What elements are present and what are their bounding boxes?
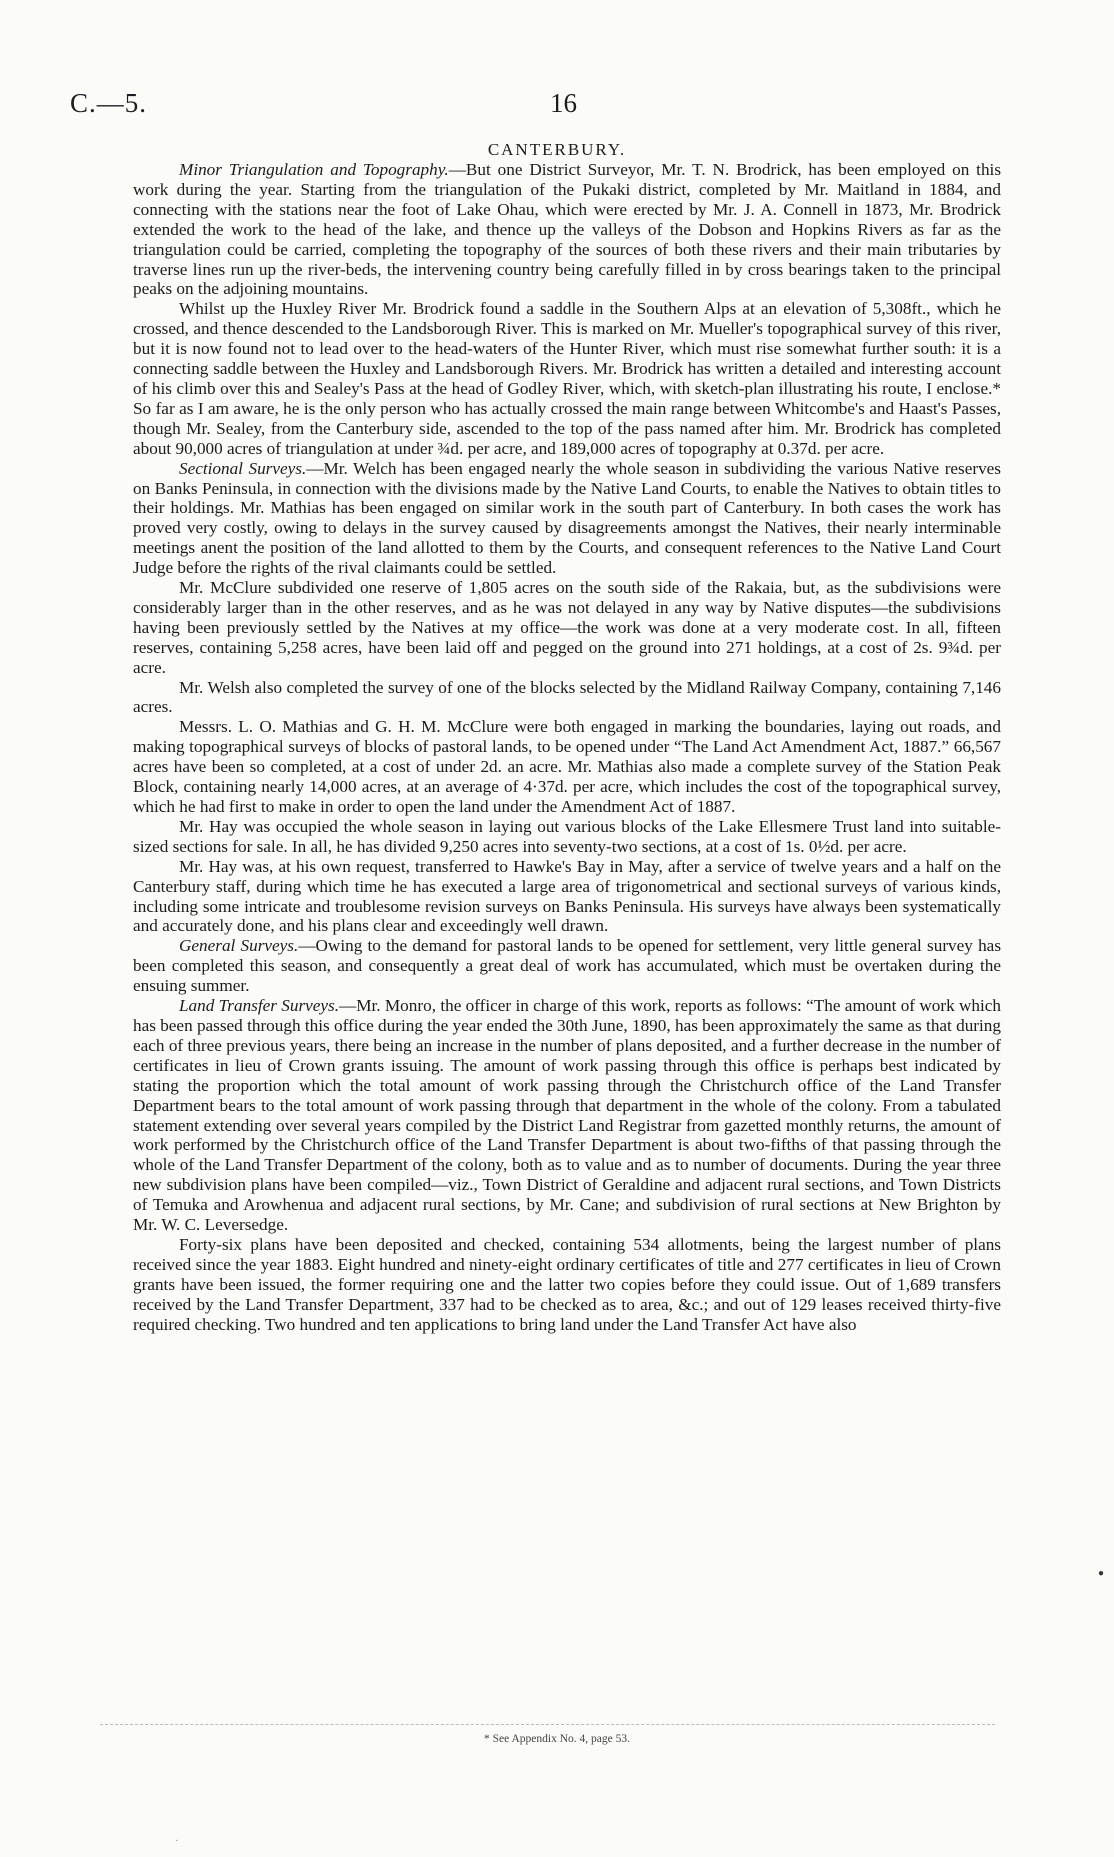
paragraph-lead: Minor Triangulation and Topography. — [179, 160, 449, 179]
paragraph — [133, 717, 1001, 817]
paragraph — [133, 160, 1001, 299]
paragraph — [133, 578, 1001, 678]
paragraph-text: Whilst up the Huxley River Mr. Brodrick found a saddle in the Southern Alps at an elevation of 5,308ft., which he crossed, and thence descended to the Landsborough River. This is marked on Mr. Mueller's topographical survey of this river, but it is now found not to lead over to the head-waters of the Hunter River, which must rise somewhat further south: it is a connecting saddle between the Huxley and Landsborough Rivers. Mr. Brodrick has written a detailed and interesting account of his climb over this and Sealey's Pass at the head of Godley River, which, with sketch-plan illustrating his route, I enclose.* So far as I am aware, he is the only person who has actually crossed the main range between Whitcombe's and Haast's Passes, though Mr. Sealey, from the Canterbury side, ascended to the top of the pass named after him. Mr. Brodrick has completed about 90,000 acres of triangulation at under ¾d. per acre, and 189,000 acres of topography at 0.37d. per acre. — [133, 299, 1001, 458]
paragraph-text: Mr. McClure subdivided one reserve of 1,805 acres on the south side of the Rakaia, but, as the subdivisions were considerably larger than in the other reserves, and as he was not delayed in any way by Native disputes—the subdivisions having been previously settled by the Natives at my office—the work was done at a very moderate cost. In all, fifteen reserves, containing 5,258 acres, have been laid off and pegged on the ground into 271 holdings, at a cost of 2s. 9¾d. per acre. — [133, 578, 1001, 677]
paragraph — [133, 936, 1001, 996]
paragraph-text: —Mr. Welch has been engaged nearly the whole season in subdividing the various Native reserves on Banks Peninsula, in connection with the divisions made by the Native Land Courts, to enable the Natives to obtain titles to their holdings. Mr. Mathias has been engaged on similar work in the south part of Canterbury. In both cases the work has proved very costly, owing to delays in the survey caused by disagreements amongst the Natives, their nearly interminable meetings anent the position of the land allotted to them by the Courts, and consequent references to the Native Land Court Judge before the rights of the rival claimants could be settled. — [133, 458, 1001, 578]
paragraph — [133, 299, 1001, 458]
paragraph-text: Mr. Hay was occupied the whole season in laying out various blocks of the Lake Ellesmere Trust land into suitable-sized sections for sale. In all, he has divided 9,250 acres into seventy-two sections, at a cost of 1s. 0½d. per acre. — [133, 816, 1001, 856]
page-header — [70, 88, 990, 128]
paragraph — [133, 817, 1001, 857]
scan-mark: ● — [1098, 1568, 1105, 1579]
paragraph-lead: Sectional Surveys. — [179, 458, 307, 478]
page-reference: C.—5. — [70, 88, 148, 118]
paragraph — [133, 857, 1001, 937]
paragraph-lead: General Surveys. — [179, 936, 299, 956]
paragraph — [133, 1235, 1001, 1335]
paragraph-text: Mr. Welsh also completed the survey of one of the blocks selected by the Midland Railway Company, containing 7,146 acres. — [133, 677, 1001, 717]
paragraph-text: —Mr. Monro, the officer in charge of this work, reports as follows: “The amount of work which has been passed through this office during the year ended the 30th June, 1890, has been approximately the same as that during each of three previous years, there being an increase in the number of plans deposited, and a further decrease in the number of certificates in lieu of Crown grants issuing. The amount of work passing through this office is perhaps best indicated by stating the proportion which the total amount of work passing through the Christchurch office of the Land Transfer Department bears to the total amount of work passing through that department in the whole of the colony. From a tabulated statement extending over several years compiled by the District Land Registrar from gazetted monthly returns, the amount of work performed by the Christchurch office of the Land Transfer Department is about two-fifths of that passing through the whole of the Land Transfer Department of the colony, both as to value and as to number of documents. During the year three new subdivision plans have been compiled—viz., Town District of Geraldine and adjacent rural sections, and Town Districts of Temuka and Arowhenua and adjacent rural sections, by Mr. Cane; and subdivision of rural sections at New Brighton by Mr. W. C. Leversedge. — [133, 996, 1002, 1235]
footnote-divider — [100, 1724, 995, 1725]
paragraph-lead: Land Transfer Surveys. — [179, 996, 340, 1016]
scan-mark: · — [175, 1836, 179, 1847]
paragraph-text: Messrs. L. O. Mathias and G. H. M. McClure were both engaged in marking the boundaries, laying out roads, and making topographical surveys of blocks of pastoral lands, to be opened under “The Land Act Amendment Act, 1887.” 66,567 acres have been so completed, at a cost of under 2d. an acre. Mr. Mathias also made a complete survey of the Station Peak Block, containing nearly 14,000 acres, at an average of 4·37d. per acre, which includes the cost of the topographical survey, which he had first to make in order to open the land under the Amendment Act of 1887. — [133, 717, 1001, 816]
paragraph — [133, 996, 1001, 1235]
paragraph-text: —Owing to the demand for pastoral lands to be opened for settlement, very little general survey has been completed this season, and consequently a great deal of work has accumulated, which must be overtaken during the ensuing summer. — [133, 936, 1002, 996]
page-number: 16 — [550, 88, 577, 118]
paragraph-text: Mr. Hay was, at his own request, transferred to Hawke's Bay in May, after a service of twelve years and a half on the Canterbury staff, during which time he has executed a large area of trigonometrical and sectional surveys of various kinds, including some intricate and troublesome revision surveys on Banks Peninsula. His surveys have always been systematically and accurately done, and his plans clear and exceedingly well drawn. — [133, 856, 1001, 936]
body-text — [133, 160, 1001, 1334]
paragraph — [133, 678, 1001, 718]
paragraph-text: Forty-six plans have been deposited and checked, containing 534 allotments, being the largest number of plans received since the year 1883. Eight hundred and ninety-eight ordinary certificates of title and 277 certificates in lieu of Crown grants have been issued, the former requiring one and the latter two copies before they could issue. Out of 1,689 transfers received by the Land Transfer Department, 337 had to be checked as to area, &c.; and out of 129 leases received thirty-five required checking. Two hundred and ten applications to bring land under the Land Transfer Act have also — [133, 1234, 1001, 1334]
paragraph-text: —But one District Surveyor, Mr. T. N. Brodrick, has been employed on this work during the year. Starting from the triangulation of the Pukaki district, completed by Mr. Maitland in 1884, and connecting with the stations near the foot of Lake Ohau, which were erected by Mr. J. A. Connell in 1873, Mr. Brodrick extended the work to the head of the lake, and thence up the valleys of the Dobson and Hopkins Rivers as far as the triangulation could be carried, completing the topography of the sources of both these rivers and their main tributaries by traverse lines run up the river-beds, the intervening country being carefully filled in by cross bearings taken to the principal peaks on the adjoining mountains. — [133, 160, 1002, 299]
section-title: CANTERBURY. — [487, 140, 627, 159]
footnote: * See Appendix No. 4, page 53. — [484, 1733, 630, 1745]
paragraph — [133, 459, 1001, 578]
